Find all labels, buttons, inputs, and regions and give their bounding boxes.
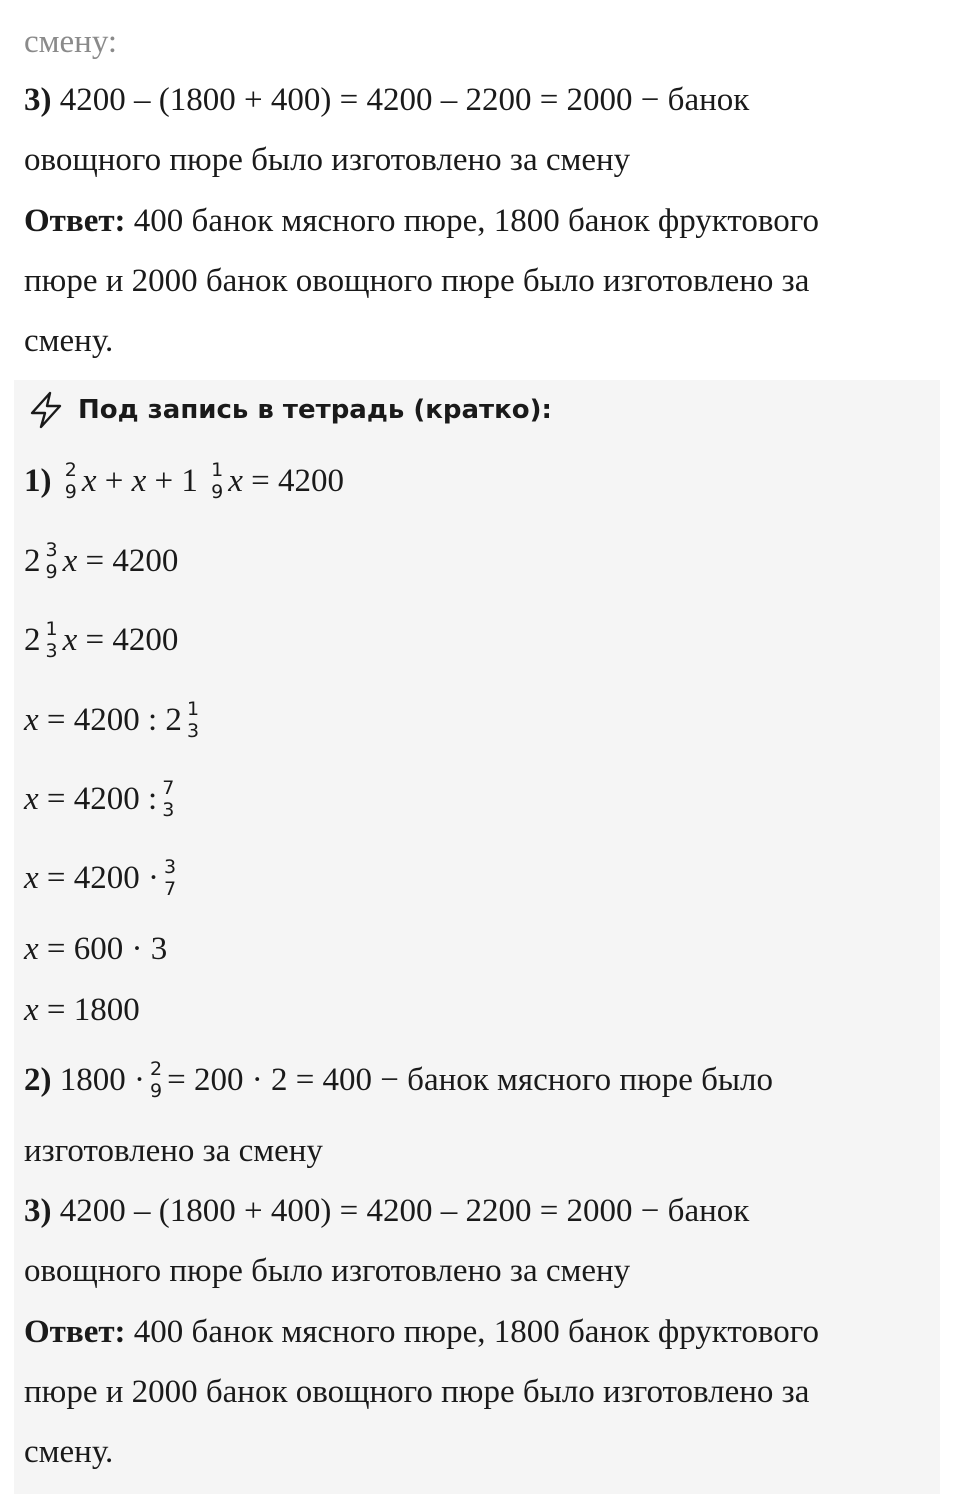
- expression: = 200 · 2 = 400 − банок мясного пюре было: [167, 1062, 774, 1098]
- text-line: пюре и 2000 банок овощного пюре было изготовлено за: [24, 1374, 810, 1410]
- step2-line: [24, 1060, 773, 1104]
- fraction: [163, 856, 177, 900]
- equation-4: [24, 700, 204, 744]
- variable: x: [24, 992, 39, 1028]
- rhs: = 4200: [77, 543, 179, 579]
- numerator: 3: [164, 856, 177, 879]
- equation-2: [24, 541, 178, 585]
- denominator: 9: [211, 481, 224, 504]
- variable: x: [81, 463, 97, 499]
- text-line: овощного пюре было изготовлено за смену: [24, 1253, 631, 1289]
- text-line: смену.: [24, 1434, 114, 1470]
- answer-label: Ответ:: [24, 203, 126, 239]
- denominator: 9: [64, 481, 77, 504]
- fraction: [64, 459, 78, 503]
- denominator: 3: [45, 640, 58, 663]
- notebook-box-title: [26, 388, 552, 432]
- variable: x: [24, 860, 39, 896]
- whole: 2: [24, 622, 41, 658]
- step-label: 3): [24, 82, 52, 118]
- fraction: [161, 777, 175, 821]
- text-line: пюре и 2000 банок овощного пюре было изготовлено за: [24, 263, 810, 299]
- variable: x: [62, 622, 78, 658]
- step-label: 2): [24, 1062, 52, 1098]
- step-label: 3): [24, 1193, 52, 1229]
- answer-line: [24, 1312, 819, 1352]
- variable: x: [131, 463, 147, 499]
- variable: x: [24, 781, 39, 817]
- numerator: 1: [45, 618, 58, 641]
- answer-line: [24, 201, 819, 241]
- equation-6: [24, 858, 181, 902]
- fraction: [149, 1058, 163, 1102]
- fraction: [45, 618, 59, 662]
- expression: = 4200 : 2: [38, 702, 182, 738]
- equation-3: [24, 620, 178, 664]
- equation-7: [24, 929, 167, 969]
- expression: = 600 · 3: [38, 931, 168, 967]
- expression: 1800 ·: [51, 1062, 145, 1098]
- numerator: 2: [64, 459, 77, 482]
- text-line: изготовлено за смену: [24, 1133, 323, 1169]
- rhs: = 4200: [77, 622, 179, 658]
- fraction: [210, 459, 224, 503]
- denominator: 3: [162, 799, 175, 822]
- rhs: = 4200: [242, 463, 345, 499]
- step-text: 4200 – (1800 + 400) = 4200 – 2200 = 2000 − банок: [51, 1193, 750, 1229]
- step-label: 1): [24, 463, 52, 499]
- equation-8: [24, 990, 140, 1030]
- answer-text: 400 банок мясного пюре, 1800 банок фруктового: [125, 203, 819, 239]
- text-line: смену.: [24, 323, 114, 359]
- numerator: 7: [162, 777, 175, 800]
- numerator: 3: [45, 539, 58, 562]
- variable: x: [24, 931, 39, 967]
- operator: +: [96, 463, 132, 499]
- step-text: 4200 – (1800 + 400) = 4200 – 2200 = 2000 − банок: [51, 82, 750, 118]
- operand: + 1: [146, 463, 198, 499]
- denominator: 9: [45, 561, 58, 584]
- variable: x: [24, 702, 39, 738]
- numerator: 1: [186, 698, 200, 721]
- variable: x: [62, 543, 78, 579]
- lightning-icon: [26, 390, 66, 430]
- denominator: 7: [164, 878, 177, 901]
- denominator: 3: [186, 720, 200, 743]
- variable: x: [228, 463, 243, 499]
- denominator: 9: [150, 1080, 163, 1103]
- numerator: 1: [211, 459, 224, 482]
- answer-label: Ответ:: [24, 1314, 126, 1350]
- fraction: [45, 539, 59, 583]
- whole: 2: [24, 543, 41, 579]
- equation-1: [24, 461, 344, 505]
- answer-text: 400 банок мясного пюре, 1800 банок фруктового: [125, 1314, 819, 1350]
- step3-line: [24, 80, 749, 120]
- expression: = 4200 :: [38, 781, 158, 817]
- fraction: [186, 698, 200, 742]
- box-title-text: Под запись в тетрадь (кратко):: [78, 395, 552, 425]
- step3-line: [24, 1191, 749, 1231]
- expression: = 1800: [38, 992, 140, 1028]
- numerator: 2: [150, 1058, 163, 1081]
- equation-5: [24, 779, 179, 823]
- expression: = 4200 ·: [38, 860, 160, 896]
- text-line: овощного пюре было изготовлено за смену: [24, 142, 631, 178]
- text-line: смену:: [24, 24, 118, 60]
